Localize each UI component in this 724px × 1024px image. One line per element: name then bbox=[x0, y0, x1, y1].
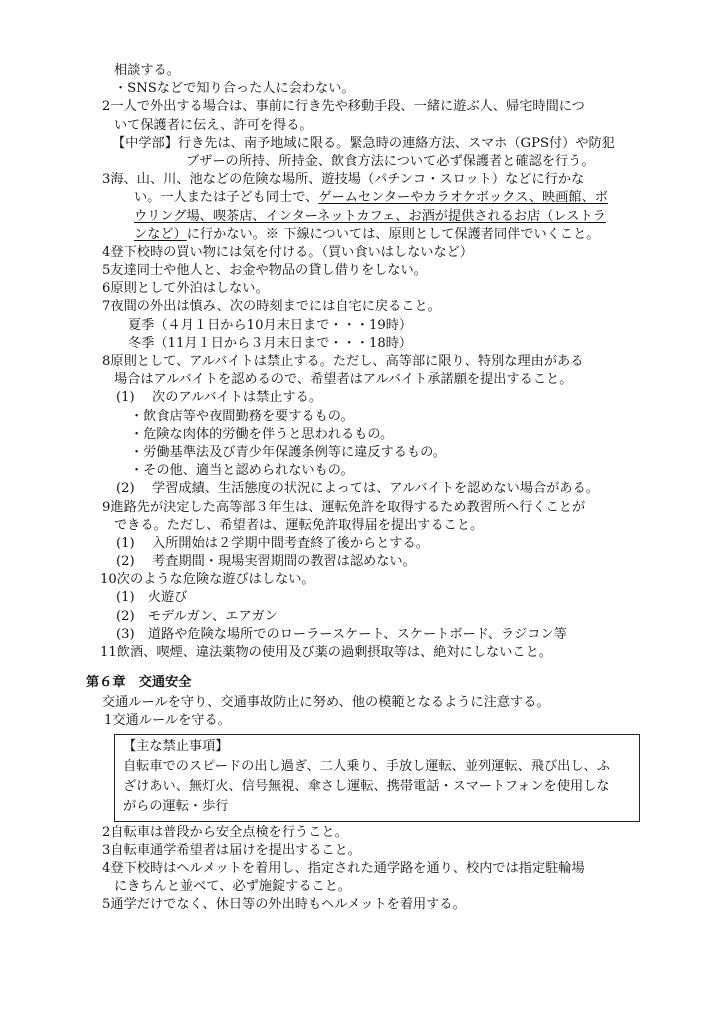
line-text: 原則として外泊はしない。 bbox=[110, 281, 269, 297]
line-text: ・飲食店等や夜間勤務を要するもの。 bbox=[130, 408, 354, 424]
line-text: 登下校時はヘルメットを着用し、指定された通学路を通り、校内では指定駐輪場 bbox=[110, 860, 585, 876]
box-line: ざけあい、無灯火、信号無視、傘さし運転、携帯電話・スマートフォンを使用しな bbox=[123, 778, 610, 794]
item-number: 5 bbox=[102, 263, 111, 279]
line-text: 【中学部】行き先は、南予地域に限る。緊急時の連絡方法、スマホ（GPS付）や防犯 bbox=[112, 135, 615, 151]
line-text: 友達同士や他人と、お金や物品の貸し借りをしない。 bbox=[110, 263, 427, 279]
text-line bbox=[0, 842, 724, 860]
underlined-text: ウリング場、喫茶店、インターネットカフェ、お酒が提供されるお店（レストラ bbox=[134, 208, 606, 224]
text-line bbox=[0, 98, 724, 116]
item-number: 10 bbox=[100, 572, 117, 588]
item-number: 11 bbox=[100, 645, 117, 660]
line-text: 自転車は普段から安全点検を行うこと。 bbox=[110, 824, 348, 840]
item-number: 2 bbox=[102, 824, 111, 840]
text-line bbox=[0, 153, 724, 171]
line-text: (2) 学習成績、生活態度の状況によっては、アルバイトを認めない場合がある。 bbox=[116, 481, 599, 497]
underlined-text: ゲームセンターやカラオケボックス、映画館、ボ bbox=[318, 190, 608, 206]
rules-list-bottom bbox=[0, 824, 724, 915]
item-number: 2 bbox=[102, 99, 111, 115]
line-text: 原則として、アルバイトは禁止する。ただし、高等部に限り、特別な理由がある bbox=[110, 354, 584, 369]
line-text: 自転車通学希望者は届けを提出すること。 bbox=[110, 842, 361, 858]
text-line bbox=[0, 896, 724, 914]
text-line bbox=[0, 353, 724, 371]
text-line bbox=[0, 626, 724, 644]
text-line bbox=[0, 226, 724, 244]
item-number: 5 bbox=[102, 897, 111, 913]
box-line: がらの運転・歩行 bbox=[123, 798, 229, 814]
text-line bbox=[0, 462, 724, 480]
line-text: い。一人または子ども同士で、 bbox=[134, 190, 319, 206]
text-line bbox=[0, 499, 724, 517]
line-text: 相談する。 bbox=[114, 63, 180, 78]
text-line bbox=[0, 589, 724, 607]
line-text: 場合はアルバイトを認めるので、希望者はアルバイト承諾願を提出すること。 bbox=[114, 372, 573, 388]
text-line bbox=[0, 408, 724, 426]
line-text: 進路先が決定した高等部３年生は、運転免許を取得するため教習所へ行くことが bbox=[110, 499, 586, 515]
line-text: 夜間の外出は慎み、次の時刻までには自宅に戻ること。 bbox=[110, 299, 441, 315]
text-line bbox=[0, 80, 724, 98]
chapter-heading bbox=[0, 674, 724, 694]
line-text: 登下校時の買い物には気を付ける。（買い食いはしないなど） bbox=[110, 244, 474, 260]
text-line bbox=[0, 878, 724, 896]
line-text: 一人で外出する場合は、事前に行き先や移動手段、一緒に遊ぶ人、帰宅時間につ bbox=[110, 99, 585, 115]
line-text: ・危険な肉体的労働を伴うと思われるもの。 bbox=[130, 426, 394, 442]
text-line bbox=[0, 644, 724, 662]
item-number: 6 bbox=[102, 281, 111, 297]
line-text: 飲酒、喫煙、違法薬物の使用及び薬の過剰摂取等は、絶対にしないこと。 bbox=[116, 645, 552, 660]
line-text: できる。ただし、希望者は、運転免許取得届を提出すること。 bbox=[114, 517, 484, 533]
text-line bbox=[0, 262, 724, 280]
text-line bbox=[0, 553, 724, 571]
line-text: 冬季（11月１日から３月末日まで・・・18時） bbox=[128, 335, 413, 351]
line-text: (2) モデルガン、エアガン bbox=[116, 608, 278, 624]
text-line bbox=[0, 571, 724, 589]
text-line bbox=[0, 860, 724, 878]
line-text: 夏季（４月１日から10月末日まで・・・19時） bbox=[128, 317, 413, 333]
line-text: 通学だけでなく、休日等の外出時もヘルメットを着用する。 bbox=[110, 897, 466, 913]
line-text: (1) 火遊び bbox=[116, 590, 188, 606]
document-page bbox=[0, 62, 724, 915]
text-line bbox=[0, 317, 724, 335]
text-line bbox=[0, 444, 724, 462]
prohibited-items-box bbox=[114, 734, 640, 822]
traffic-item-1: 1交通ルールを守る。 bbox=[104, 713, 231, 729]
text-line bbox=[0, 62, 724, 80]
text-line bbox=[0, 517, 724, 535]
line-text: 次のような危険な遊びはしない。 bbox=[116, 572, 315, 588]
line-text: ブザーの所持、所持金、飲食方法について必ず保護者と確認を行う。 bbox=[186, 153, 595, 169]
item-number: 7 bbox=[102, 299, 111, 315]
item-number: 4 bbox=[102, 860, 111, 876]
text-line bbox=[0, 824, 724, 842]
underlined-text: ンなど） bbox=[134, 226, 187, 242]
text-line bbox=[0, 135, 724, 153]
text-line bbox=[0, 371, 724, 389]
item-number: 3 bbox=[102, 842, 111, 858]
text-line bbox=[0, 480, 724, 498]
line-text: (3) 道路や危険な場所でのローラースケート、スケートボード、ラジコン等 bbox=[116, 626, 567, 642]
box-line: 自転車でのスピードの出し過ぎ、二人乗り、手放し運転、並列運転、飛び出し、ふ bbox=[123, 758, 610, 774]
item-number: 4 bbox=[102, 244, 111, 260]
item-number: 8 bbox=[102, 354, 111, 369]
line-text: ・その他、適当と認められないもの。 bbox=[130, 463, 354, 479]
text-line bbox=[0, 189, 724, 207]
box-heading: 【主な禁止事項】 bbox=[123, 738, 229, 754]
text-line bbox=[0, 244, 724, 262]
chapter-intro: 交通ルールを守り、交通事故防止に努め、他の模範となるように注意する。 bbox=[102, 695, 550, 711]
line-text: 海、山、川、池などの危険な場所、遊技場（パチンコ・スロット）などに行かな bbox=[110, 172, 585, 188]
text-line bbox=[0, 280, 724, 298]
text-line bbox=[0, 426, 724, 444]
rules-list-top bbox=[0, 62, 724, 662]
text-line bbox=[0, 208, 724, 226]
text-line bbox=[0, 535, 724, 553]
item-number: 3 bbox=[102, 172, 111, 188]
chapter-title: 第６章 交通安全 bbox=[86, 675, 192, 691]
line-text: ・SNSなどで知り合った人に会わない。 bbox=[114, 81, 355, 97]
text-line bbox=[0, 389, 724, 407]
text-line bbox=[0, 117, 724, 135]
line-text: ・労働基準法及び青少年保護条例等に違反するもの。 bbox=[130, 444, 446, 460]
text-line bbox=[0, 335, 724, 353]
line-text: にきちんと並べて、必ず施錠すること。 bbox=[114, 879, 352, 895]
text-line bbox=[0, 298, 724, 316]
line-text: (1) 次のアルバイトは禁止する。 bbox=[116, 390, 323, 406]
line-text: (2) 考査期間・現場実習期間の教習は認めない。 bbox=[116, 554, 416, 570]
text-line bbox=[0, 608, 724, 626]
line-text: に行かない。※ 下線については、原則として保護者同伴でいくこと。 bbox=[186, 226, 600, 242]
text-line bbox=[0, 171, 724, 189]
line-text: (1) 入所開始は２学期中間考査終了後からとする。 bbox=[116, 535, 429, 551]
item-number: 9 bbox=[102, 499, 111, 515]
line-text: いて保護者に伝え、許可を得る。 bbox=[114, 117, 313, 133]
